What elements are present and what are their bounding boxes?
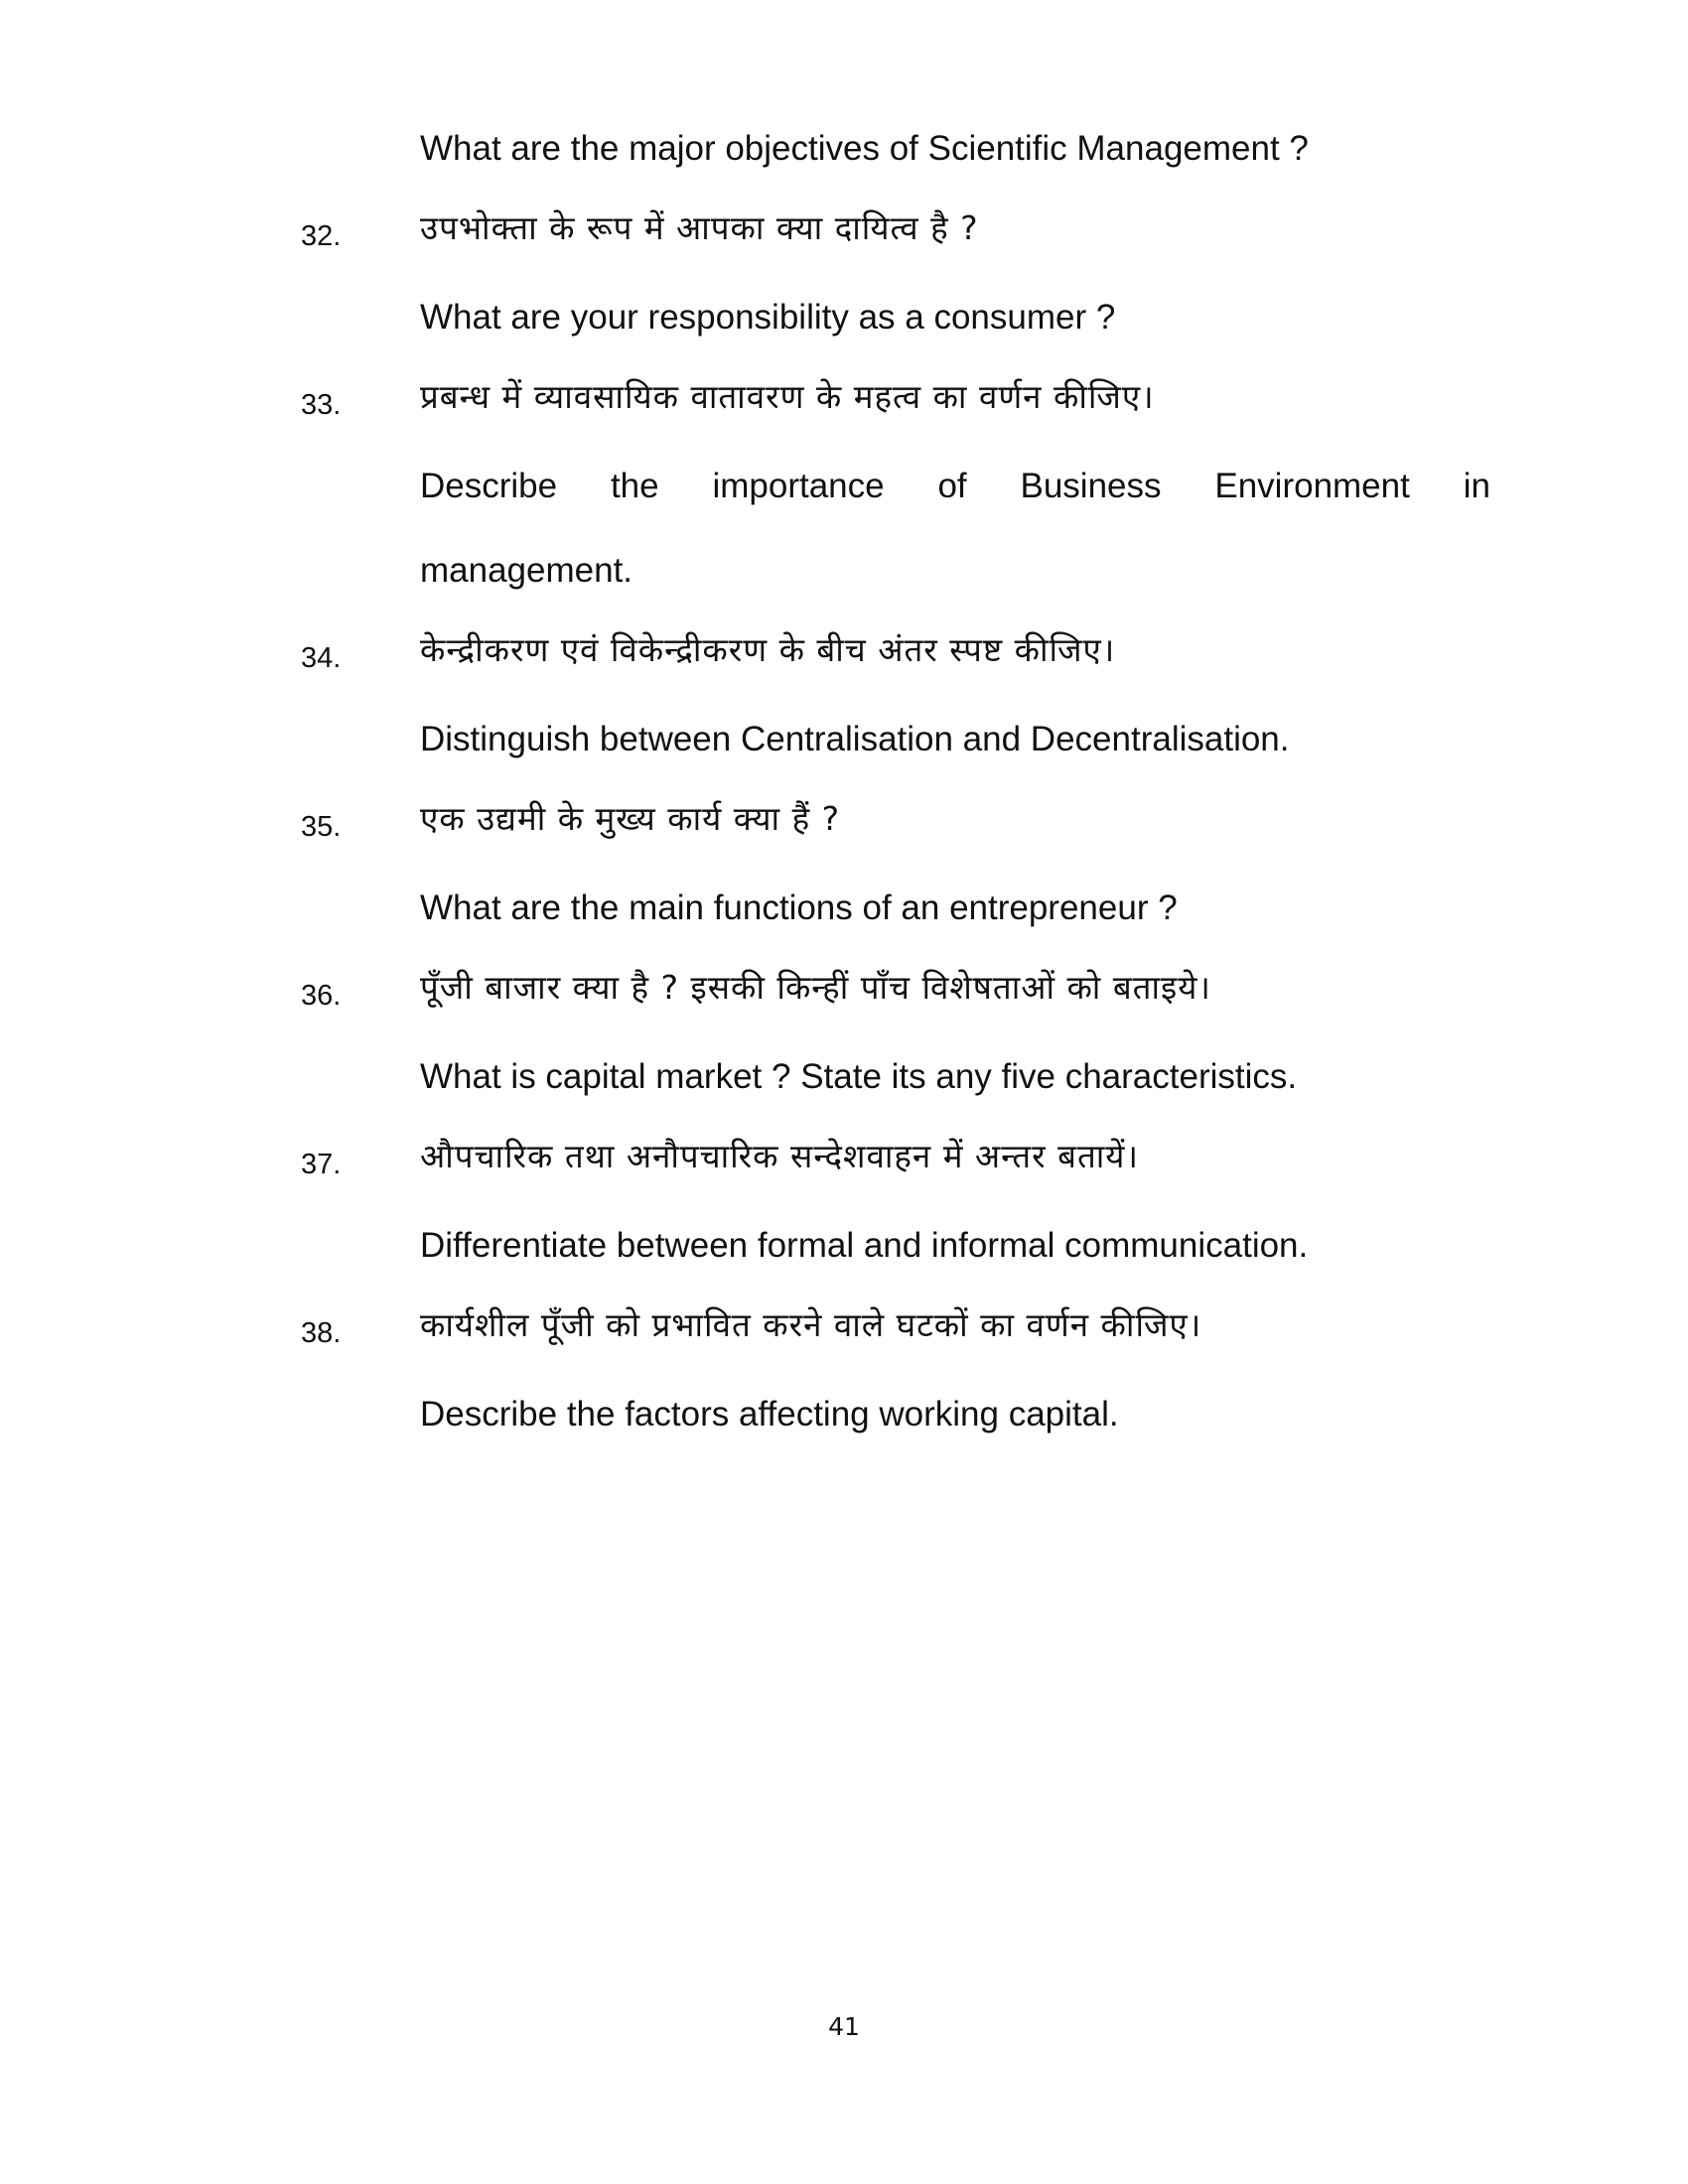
question-number: 33.	[301, 389, 342, 421]
question-number: 36.	[301, 980, 342, 1012]
question-english: Differentiate between formal and informal communication.	[420, 1226, 1309, 1265]
question-hindi: एक उद्यमी के मुख्य कार्य क्या हैं ?	[420, 799, 841, 838]
question-number: 38.	[301, 1317, 342, 1349]
question-english: Describe the factors affecting working capital.	[420, 1395, 1119, 1433]
word: Describe	[420, 467, 558, 505]
question-hindi: प्रबन्ध में व्यावसायिक वातावरण के महत्व का वर्णन कीजिए।	[420, 377, 1155, 416]
word: in	[1463, 467, 1490, 505]
word: importance	[712, 467, 885, 505]
question-number: 34.	[301, 642, 342, 674]
question-english: What are the main functions of an entrepreneur ?	[420, 888, 1178, 927]
question-english: What are your responsibility as a consumer ?	[420, 298, 1116, 337]
page-number: 41	[828, 2012, 860, 2041]
question-hindi: केन्द्रीकरण एवं विकेन्द्रीकरण के बीच अंतर स्पष्ट कीजिए।	[420, 630, 1116, 669]
question-english-continuation: management.	[420, 551, 633, 590]
question-hindi: उपभोक्ता के रूप में आपका क्या दायित्व है ?	[420, 208, 979, 247]
question-english: Distinguish between Centralisation and Decentralisation.	[420, 720, 1290, 758]
word: Environment	[1214, 467, 1410, 505]
word: the	[610, 467, 659, 505]
question-english: What is capital market ? State its any five characteristics.	[420, 1057, 1298, 1096]
question-hindi: कार्यशील पूँजी को प्रभावित करने वाले घटकों का वर्णन कीजिए।	[420, 1305, 1202, 1344]
question-number: 32.	[301, 220, 342, 252]
question-english-justified-line	[420, 467, 1490, 506]
word: Business	[1020, 467, 1162, 505]
question-hindi: औपचारिक तथा अनौपचारिक सन्देशवाहन में अन्तर बतायें।	[420, 1137, 1139, 1175]
question-number: 35.	[301, 811, 342, 843]
question-number: 37.	[301, 1149, 342, 1180]
intro-question-english: What are the major objectives of Scientific Management ?	[420, 129, 1309, 168]
word: of	[937, 467, 967, 505]
question-hindi: पूँजी बाजार क्या है ? इसकी किन्हीं पाँच विशेषताओं को बताइये।	[420, 968, 1211, 1007]
